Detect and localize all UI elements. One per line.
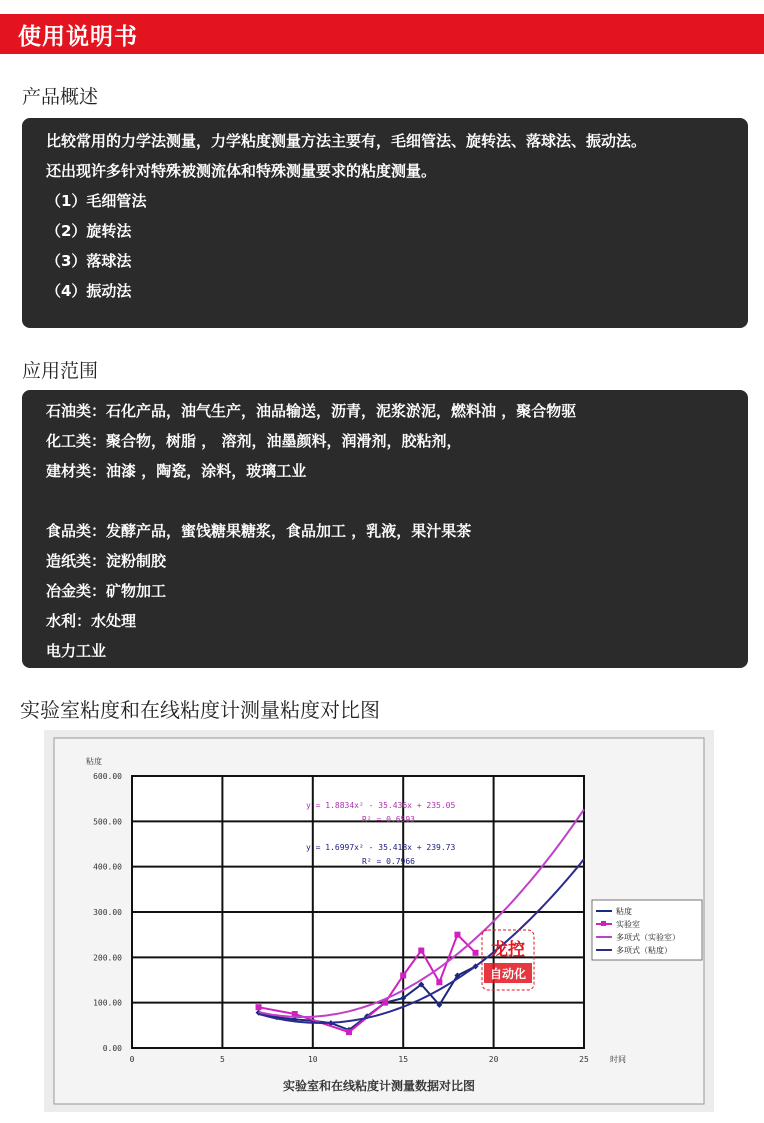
y-tick-label: 300.00 [93,908,122,917]
application-line: 造纸类：淀粉制胶 [46,552,167,570]
r2-online: R² = 0.7966 [362,857,415,866]
y-axis-label: 粘度 [86,757,102,766]
application-line: 水利：水处理 [46,612,137,630]
y-tick-label: 100.00 [93,998,122,1008]
x-tick-label: 15 [398,1055,409,1064]
data-point-lab [400,972,406,978]
application-line: 建材类：油漆 ，陶瓷，涂料，玻璃工业 [46,462,307,480]
chart-section-heading: 实验室粘度和在线粘度计测量粘度对比图 [20,698,380,722]
overview-line: （1）毛细管法 [46,192,147,210]
data-point-lab [418,948,424,954]
x-tick-label: 5 [219,1055,225,1064]
chart-title: 实验室和在线粘度计测量数据对比图 [282,1079,476,1093]
viscosity-comparison-chart [44,730,714,1112]
legend-marker-lab [601,921,606,926]
r2-lab: R² = 0.6593 [362,815,415,824]
chart-container [44,730,714,1112]
y-tick-label: 600.00 [93,772,122,781]
application-line: 冶金类：矿物加工 [46,582,167,600]
application-line: 石油类：石化产品，油气生产，油品输送，沥青，泥浆淤泥，燃料油 ，聚合物驱 [46,402,577,420]
y-tick-label: 500.00 [93,817,122,827]
overview-line: 还出现许多针对特殊被测流体和特殊测量要求的粘度测量。 [46,162,437,180]
legend-label-fit-lab: 多项式（实验室） [616,933,680,942]
x-tick-label: 0 [129,1055,135,1064]
data-point-lab [436,979,442,985]
top-bar [0,0,764,70]
overview-line: （2）旋转法 [46,222,132,240]
application-line: 电力工业 [46,642,107,660]
legend-label-fit-online: 多项式（粘度） [616,946,672,955]
application-line: 食品类：发酵产品，蜜饯糖果糖浆，食品加工 ，乳液，果汁果茶 [46,522,472,540]
chart-gridlines [132,776,584,1048]
title-banner [0,14,764,54]
data-point-lab [454,932,460,938]
x-tick-label: 25 [579,1055,589,1064]
legend-label-lab: 实验室 [616,920,640,929]
data-point-lab [256,1004,262,1010]
watermark-line2: 自动化 [489,967,527,981]
overview-line: （4）振动法 [46,282,132,300]
overview-line: 比较常用的力学法测量，力学粘度测量方法主要有，毛细管法、旋转法、落球法、振动法。 [46,132,647,150]
y-tick-label: 200.00 [93,953,122,963]
x-axis-label: 时间 [610,1055,626,1064]
equation-lab: y = 1.8834x² - 35.436x + 235.05 [306,801,456,810]
applications-heading: 应用范围 [22,360,99,382]
x-tick-label: 20 [488,1055,499,1064]
data-point-lab [346,1029,352,1035]
application-line: 化工类：聚合物，树脂 ， 溶剂，油墨颜料，润滑剂，胶粘剂， [46,432,462,450]
equation-online: y = 1.6997x² - 35.418x + 239.73 [306,843,456,852]
x-tick-label: 10 [307,1055,318,1064]
y-tick-label: 0.00 [102,1044,122,1053]
overview-panel [22,118,748,328]
applications-panel [22,390,748,668]
data-point-lab [473,950,479,956]
watermark-line1: 龙控 [491,940,525,960]
overview-heading: 产品概述 [22,86,99,108]
chart-legend [592,900,702,960]
manual-title: 使用说明书 [18,24,138,50]
y-tick-label: 400.00 [93,862,122,872]
overview-line: （3）落球法 [46,252,132,270]
legend-label-online: 粘度 [616,907,632,916]
